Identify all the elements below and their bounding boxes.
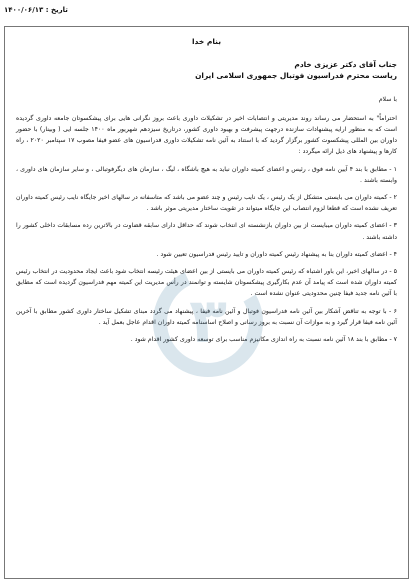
intro-paragraph: احتراماً" به استحضار می رساند روند مدیریتی و انتصابات اخیر در تشکیلات داوری باعث بروز نگرانی هایی برای پیشکسوتان جامعه داوری گردیده است که به منظور ارایه پیشنهادات سازنده درجهت پیشرفت و بهبود داوری کشور، درتاریخ سیزدهم شهریور ماه ۱۴۰۰ جلسه ایی ( وبینار) با حضور داوران بین المللی پیشکسوت کشور برگزار گردید که با استناد به آئین نامه تشکیلات داوری فدراسیون های عضو فیفا مصوب ۱۷ سپتامبر ۲۰۲۰ ، راه کارها و پیشنهاد های ذیل ارائه میگردد : xyxy=(16,114,397,156)
letter-date: تاریخ : ۱۴۰۰/۰۶/۱۳ xyxy=(4,6,68,14)
list-item: ۵ - در سالهای اخیر، این باور اشتباه که رئیس کمیته داوران می بایستی از بین اعضای هیئت رئیسه انتخاب شود باعث ایجاد محدودیت در انتخاب رئیس کمیته داوران شده است که پیامد آن عدم بکارگیری پیشکسوتان شایسته و توانمند در رأس مدیریت این کمیته مهم فدراسیون گردیده است که مطابق با آئین نامه جدید فیفا چنین محدودیتی عنوان نشده است . xyxy=(16,268,397,298)
list-item: ۴ - اعضای کمیته داوران بنا به پیشنهاد رئیس کمیته داوران و تایید رئیس فدراسیون تعیین شود . xyxy=(156,250,397,258)
list-item: ۷ - مطابق با بند ۱۸ آئین نامه نسبت به راه اندازی مکانیزم مناسب برای توسعه داوری کشور اقدام شود . xyxy=(130,336,397,344)
svg-text:۳: ۳ xyxy=(189,284,227,357)
list-item: ۲ - کمیته داوران می بایستی متشکل از یک رئیس ، یک نایب رئیس و چند عضو می باشد که متاسفانه در سالهای اخیر جایگاه نایب رئیس کمیته داوران تعریف نشده است که قطعا لزوم انتصاب این جایگاه میتواند در تقویت ساختار مدیریتی موثر باشد . xyxy=(16,194,397,213)
letter-body xyxy=(16,32,397,351)
recipient-name: جناب آقای دکتر عزیزی خادم xyxy=(294,60,397,70)
list-item: ۱ - مطابق با بند ۴ آیین نامه فوق ، رئیس و اعضای کمیته داوران نباید به هیچ باشگاه ، لیگ ، سازمان های دیگرفوتبالی ، و سایر سازمان های داوری ، وابسته باشند . xyxy=(16,165,397,184)
salutation: با سلام xyxy=(378,95,397,103)
recipient-title: ریاست محترم فدراسیون فوتبال جمهوری اسلامی ایران xyxy=(195,71,397,81)
list-item: ۳ - اعضای کمیته داوران میبایست از بین داوران بازنشسته ای انتخاب شوند که حداقل دارای سابقه قضاوت در بالاترین رده مسابقات داخلی کشور را داشته باشند . xyxy=(16,222,397,241)
basmala-heading: بنام خدا xyxy=(191,37,222,46)
list-item: ۶ - با توجه به تناقض آشکار بین آئین نامه فدراسیون فوتبال و آئین نامه فیفا ، پیشنهاد می گردد مبنای تشکیل ساختار داوری کشور مطابق با آخرین آئین نامه فیفا قرار گیرد و به موازات آن نسبت به بروز رسانی و اصلاح اساسنامه کمیته داوران اقدام عاجل بعمل آید . xyxy=(16,307,397,326)
